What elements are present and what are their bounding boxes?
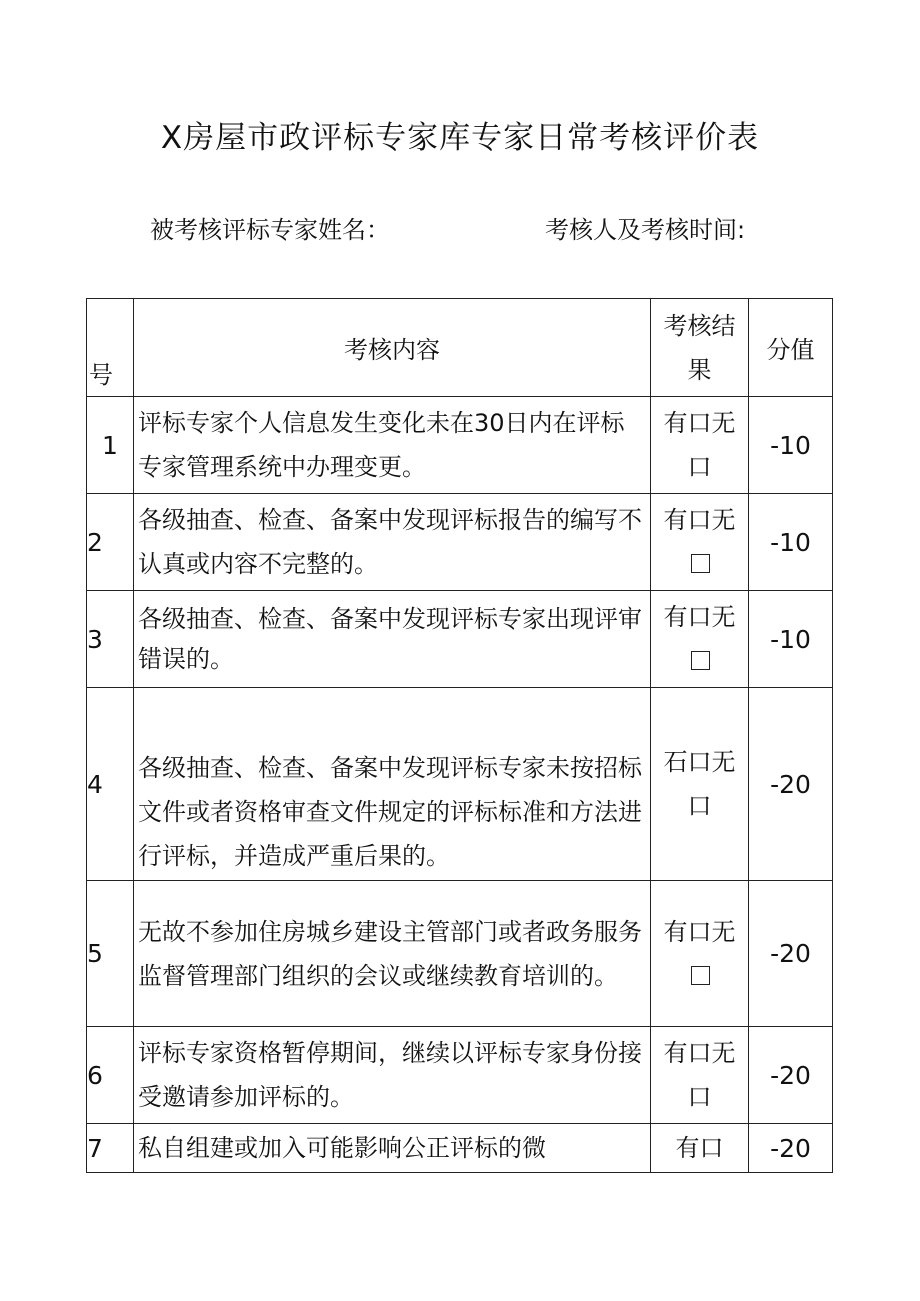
row-content: 评标专家资格暂停期间，继续以评标专家身份接受邀请参加评标的。 xyxy=(134,1027,651,1124)
row-content: 各级抽查、检查、备案中发现评标报告的编写不认真或内容不完整的。 xyxy=(134,494,651,591)
row-no: 3 xyxy=(87,591,134,688)
row-result xyxy=(651,1027,749,1124)
checkbox-icon[interactable] xyxy=(691,554,710,573)
row-result xyxy=(651,881,749,1027)
assessment-table xyxy=(86,298,833,1173)
row-no: 5 xyxy=(87,881,134,1027)
header-result-line1: 考核结 xyxy=(663,311,736,340)
row-score: -20 xyxy=(749,1027,833,1124)
header-result xyxy=(651,299,749,397)
table-header-row xyxy=(87,299,833,397)
row-content xyxy=(134,688,651,881)
row-result xyxy=(651,591,749,688)
row-no: 1 xyxy=(87,397,134,494)
row-score: -10 xyxy=(749,494,833,591)
row-content: 评标专家个人信息发生变化未在30日内在评标专家管理系统中办理变更。 xyxy=(134,397,651,494)
row-result xyxy=(651,494,749,591)
row-score: -20 xyxy=(749,688,833,881)
page-title: X房屋市政评标专家库专家日常考核评价表 xyxy=(160,120,760,156)
row-result-line1: 有口 xyxy=(675,1134,724,1162)
expert-name-label: 被考核评标专家姓名： xyxy=(150,216,390,244)
checkbox-icon[interactable] xyxy=(691,651,710,670)
row-result-line1: 有口无 xyxy=(663,1039,736,1067)
table-row xyxy=(87,1124,833,1173)
row-content: 私自组建或加入可能影响公正评标的微 xyxy=(134,1124,651,1173)
header-no: 号 xyxy=(87,299,134,397)
row-no: 6 xyxy=(87,1027,134,1124)
row-result-line2: 口 xyxy=(687,1083,712,1111)
table-row xyxy=(87,1027,833,1124)
header-result-line2: 果 xyxy=(687,355,712,384)
row-score: -10 xyxy=(749,591,833,688)
assessor-label: 考核人及考核时间: xyxy=(545,216,746,244)
row-no: 2 xyxy=(87,494,134,591)
row-score: -20 xyxy=(749,881,833,1027)
row-result-line1: 有口无 xyxy=(663,917,736,946)
row-content: 各级抽查、检查、备案中发现评标专家出现评审错误的。 xyxy=(134,591,651,688)
row-content: 无故不参加住房城乡建设主管部门或者政务服务监督管理部门组织的会议或继续教育培训的。 xyxy=(134,881,651,1027)
checkbox-icon[interactable] xyxy=(691,966,710,985)
row-content-text: 各级抽查、检查、备案中发现评标专家未按招标文件或者资格审查文件规定的评标标准和方法进行评标，并造成严重后果的。 xyxy=(138,754,642,870)
header-content: 考核内容 xyxy=(134,299,651,397)
header-score: 分值 xyxy=(749,299,833,397)
row-result xyxy=(651,397,749,494)
row-result-line1: 有口无 xyxy=(663,409,736,437)
row-result xyxy=(651,688,749,881)
row-score: -20 xyxy=(749,1124,833,1173)
table-row xyxy=(87,494,833,591)
row-result-line1: 石口无 xyxy=(663,748,736,776)
row-score: -10 xyxy=(749,397,833,494)
row-result-line1: 有口无 xyxy=(663,506,736,534)
row-no: 4 xyxy=(87,688,134,881)
table-row xyxy=(87,591,833,688)
table-row xyxy=(87,688,833,881)
row-result-line2: 口 xyxy=(687,792,712,820)
table-row xyxy=(87,881,833,1027)
row-no: 7 xyxy=(87,1124,134,1173)
row-result xyxy=(651,1124,749,1173)
row-result-line2: 口 xyxy=(687,453,712,481)
table-row xyxy=(87,397,833,494)
row-result-line1: 有口无 xyxy=(663,603,736,631)
